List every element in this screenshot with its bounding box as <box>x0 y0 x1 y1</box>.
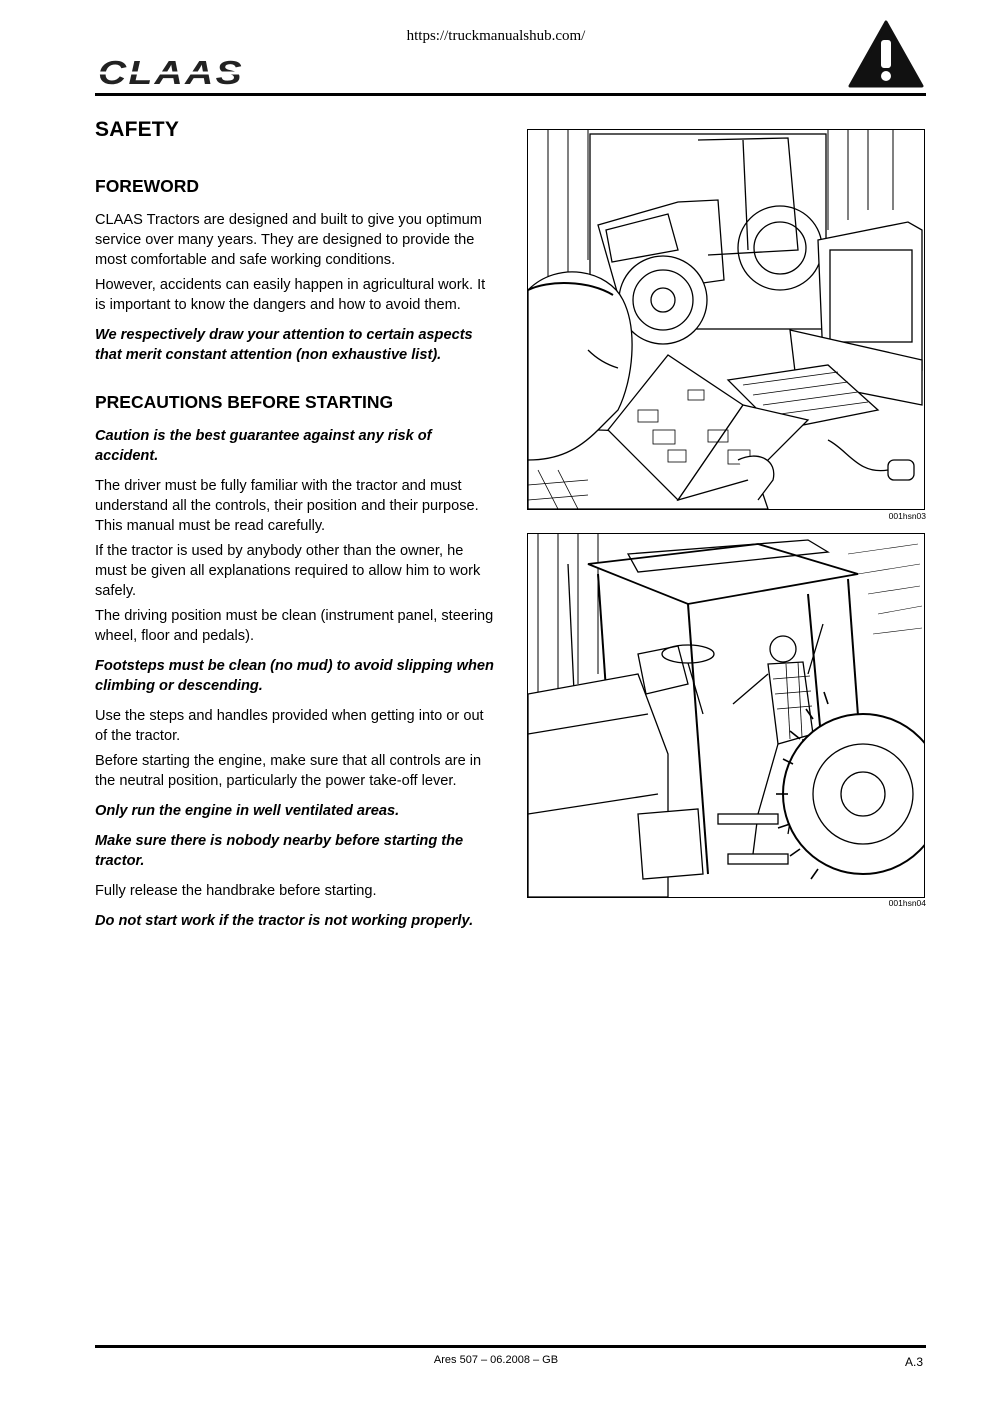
foreword-paragraph: However, accidents can easily happen in agricultural work. It is important to know the dangers and how to avoid them. <box>95 277 486 313</box>
svg-text:CLAAS: CLAAS <box>98 56 244 90</box>
page-number: A.3 <box>905 1355 924 1369</box>
claas-logo <box>96 56 248 90</box>
page-title: SAFETY <box>95 118 180 141</box>
precautions-heading: PRECAUTIONS BEFORE STARTING <box>95 392 394 412</box>
document-reference: Ares 507 – 06.2008 – GB <box>433 1354 559 1366</box>
man-reading-manual-illustration <box>528 130 924 509</box>
precaution-item: Do not start work if the tractor is not working properly. <box>95 913 474 929</box>
precaution-item: The driver must be fully familiar with the tractor and must understand all the controls, their position and their purpose. This manual must be read carefully. <box>95 478 479 534</box>
precaution-item: Fully release the handbrake before starting. <box>95 883 377 899</box>
figure-caption: 001hsn04 <box>888 898 926 908</box>
precaution-item: The driving position must be clean (instrument panel, steering wheel, floor and pedals). <box>95 608 494 644</box>
figure-caption: 001hsn03 <box>888 511 926 521</box>
precaution-item: Caution is the best guarantee against any risk of accident. <box>95 428 432 464</box>
driver-climbing-into-tractor-illustration <box>528 534 924 897</box>
precaution-item: Use the steps and handles provided when getting into or out of the tractor. <box>95 708 484 744</box>
header-rule <box>95 93 926 96</box>
figure-climbing-tractor <box>527 533 925 898</box>
foreword-emphasis: We respectively draw your attention to certain aspects that merit constant attention (non exhaustive list). <box>95 327 473 363</box>
precaution-item: If the tractor is used by anybody other than the owner, he must be given all explanations required to allow him to work safely. <box>95 543 481 599</box>
precaution-item: Footsteps must be clean (no mud) to avoid slipping when climbing or descending. <box>95 658 494 694</box>
foreword-heading: FOREWORD <box>95 176 200 196</box>
footer-rule <box>95 1345 926 1348</box>
foreword-paragraph: CLAAS Tractors are designed and built to give you optimum service over many years. They are designed to provide the most comfortable and safe working conditions. <box>95 212 482 268</box>
warning-triangle-icon <box>848 20 924 88</box>
text-column <box>95 118 495 936</box>
precaution-item: Before starting the engine, make sure that all controls are in the neutral position, particularly the power take-off lever. <box>95 753 482 789</box>
source-url: https://truckmanualshub.com/ <box>406 28 586 44</box>
figure-reading-manual <box>527 129 925 510</box>
precaution-item: Only run the engine in well ventilated areas. <box>95 803 400 819</box>
precaution-item: Make sure there is nobody nearby before starting the tractor. <box>95 833 464 869</box>
